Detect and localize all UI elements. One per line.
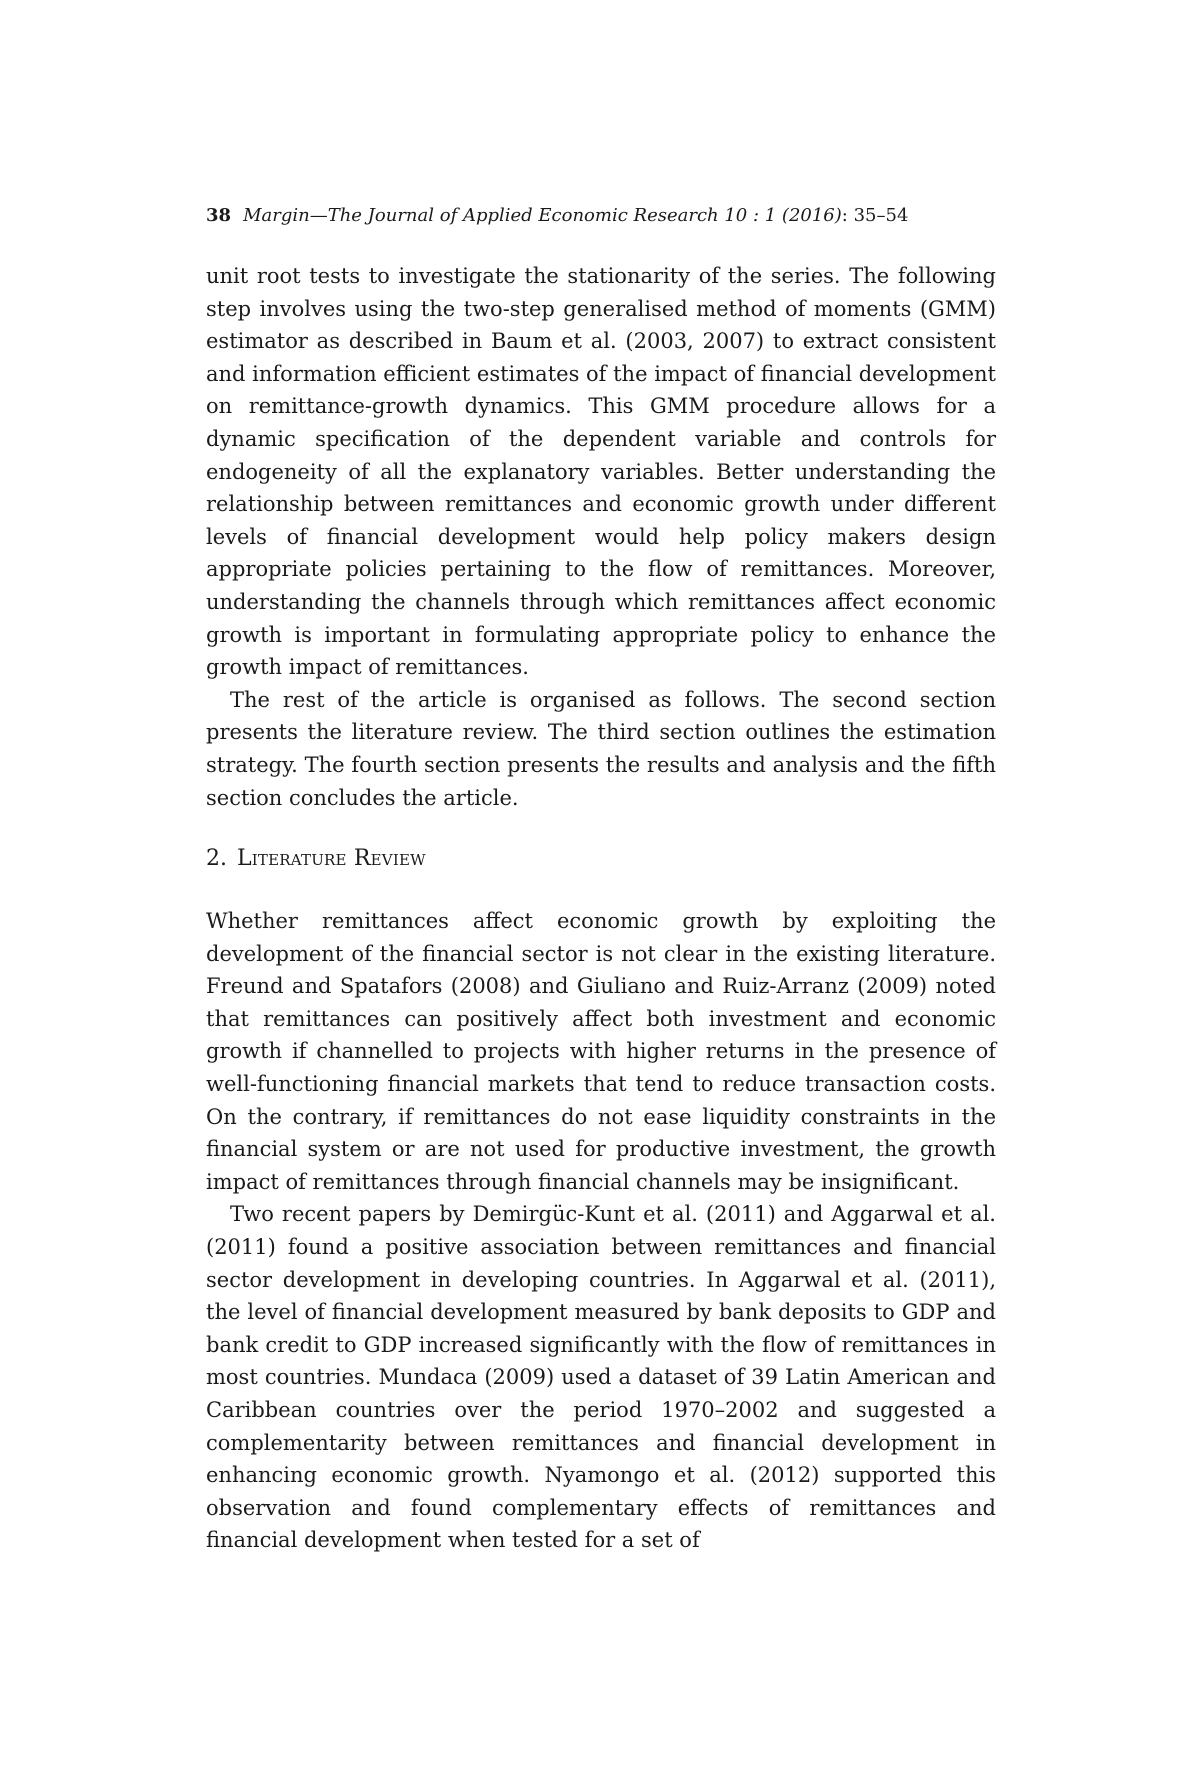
journal-title: Margin—The Journal of Applied Economic Research 10 : 1 (2016) bbox=[243, 205, 842, 226]
section-number: 2. bbox=[206, 846, 227, 871]
page-range: : 35–54 bbox=[841, 205, 909, 226]
literature-review-text-block bbox=[206, 905, 996, 1557]
section-heading bbox=[206, 844, 426, 874]
literature-paragraph-2: Two recent papers by Demirgüc-Kunt et al. (2011) and Aggarwal et al. (2011) found a positive association between remittances and financial sector development in developing countries. In Aggarwal et al. (2011), the level of financial development measured by bank deposits to GDP and bank credit to GDP increased significantly with the flow of remittances in most countries. Mundaca (2009) used a dataset of 39 Latin American and Caribbean countries over the period 1970–2002 and suggested a complementarity between remittances and financial development in enhancing economic growth. Nyamongo et al. (2012) supported this observation and found complementary effects of remittances and financial development when tested for a set of bbox=[206, 1202, 996, 1553]
running-head bbox=[206, 203, 996, 229]
literature-paragraph-1: Whether remittances affect economic growth by exploiting the development of the financial sector is not clear in the existing literature. Freund and Spatafors (2008) and Giuliano and Ruiz-Arranz (2009) noted that remittances can positively affect both investment and economic growth if channelled to projects with higher returns in the presence of well-functioning financial markets that tend to reduce transaction costs. On the contrary, if remittances do not ease liquidity constraints in the financial system or are not used for productive investment, the growth impact of remittances through financial channels may be insignificant. bbox=[206, 909, 996, 1194]
intro-paragraph-2: The rest of the article is organised as follows. The second section presents the literature review. The third section outlines the estimation strategy. The fourth section presents the results and analysis and the fifth section concludes the article. bbox=[206, 687, 996, 810]
page-number: 38 bbox=[206, 205, 232, 226]
intro-text-block bbox=[206, 260, 996, 814]
intro-paragraph-1: unit root tests to investigate the stationarity of the series. The following step involves using the two-step generalised method of moments (GMM) estimator as described in Baum et al. (2003, 2007) to extract consistent and information efficient estimates of the impact of financial development on remittance-growth dynamics. This GMM procedure allows for a dynamic specification of the dependent variable and controls for endogeneity of all the explanatory variables. Better understanding the relationship between remittances and economic growth under different levels of financial development would help policy makers design appropriate policies pertaining to the flow of remittances. Moreover, understanding the channels through which remittances affect economic growth is important in formulating appropriate policy to enhance the growth impact of remittances. bbox=[206, 264, 996, 680]
section-title: Literature Review bbox=[237, 846, 426, 871]
